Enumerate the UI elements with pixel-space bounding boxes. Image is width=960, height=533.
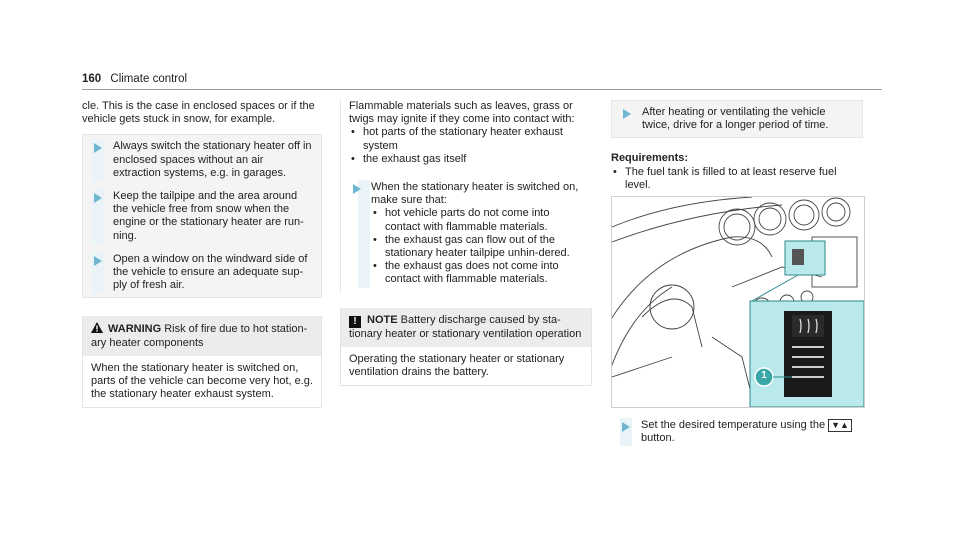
requirement-item: • The fuel tank is filled to at least reserve fuel level.: [611, 166, 863, 192]
flammable-intro: Flammable materials such as leaves, grass or twigs may ignite if they come into contact with:: [349, 100, 575, 126]
step-text: Keep the tailpipe and the area around the vehicle free from snow when the engine or the stationary heater are run-ning.: [113, 190, 304, 242]
arrow-icon: [623, 109, 631, 119]
note-title: Battery discharge caused by sta-tionary heater or stationary ventilation operation: [349, 313, 582, 340]
warning-body: [83, 356, 321, 408]
sub-bullet: • the exhaust gas can flow out of the stationary heater tailpipe unhin-dered.: [371, 234, 584, 260]
column-3: [611, 100, 863, 192]
column-1: [82, 100, 322, 408]
temperature-down-up-icon: ▼▲: [828, 419, 852, 432]
page-header: [82, 73, 187, 85]
step-item: [611, 100, 863, 138]
page-number: 160: [82, 73, 102, 85]
warning-label: WARNING: [108, 323, 162, 336]
note-body: [341, 347, 591, 385]
warning-header: [83, 316, 321, 355]
note-header: [341, 308, 591, 347]
step-text: After heating or ventilating the vehicle twice, drive for a longer period of time.: [642, 106, 829, 132]
step-item: [83, 135, 321, 185]
warning-triangle-icon: [91, 322, 103, 333]
intro-text: cle. This is the case in enclosed spaces or if the vehicle gets stuck in snow, for example.: [82, 100, 315, 126]
arrow-icon: [94, 193, 102, 203]
note-text: Operating the stationary heater or stationary ventilation drains the battery.: [349, 352, 565, 379]
step-text: When the stationary heater is switched on, make sure that:: [371, 181, 579, 207]
continued-box: [340, 100, 592, 292]
sub-bullet: • the exhaust gas does not come into contact with flammable materials.: [371, 260, 584, 286]
column-2: [340, 100, 592, 386]
arrow-icon: [353, 184, 361, 194]
arrow-icon: [94, 256, 102, 266]
sub-bullet: • hot vehicle parts do not come into contact with flammable materials.: [371, 207, 584, 233]
arrow-icon: [622, 422, 630, 432]
climate-panel-illustration: [611, 196, 865, 408]
callout-number-1: 1: [761, 370, 767, 381]
arrow-icon: [94, 143, 102, 153]
step-text: Always switch the stationary heater off in enclosed spaces without an air extraction systems, e.g. in garages.: [113, 140, 312, 179]
step-text: Set the desired temperature using the: [641, 419, 826, 431]
bullet-item: • the exhaust gas itself: [349, 153, 592, 166]
warning-text: When the stationary heater is switched on, parts of the vehicle can become very hot, e.g. the stationary heater exhaust system.: [91, 361, 313, 401]
final-step: [611, 414, 863, 450]
header-rule: [82, 89, 882, 90]
steps-box: [82, 134, 322, 298]
note-box: [340, 308, 592, 387]
step-text-end: button.: [641, 432, 675, 445]
section-title: Climate control: [110, 73, 188, 85]
warning-box: [82, 316, 322, 408]
step-item: [611, 414, 863, 450]
requirements-label: Requirements:: [611, 152, 689, 165]
step-item: [83, 185, 321, 248]
step-item: [83, 248, 321, 298]
warning-title: Risk of fire due to hot station-ary heater components: [91, 323, 308, 349]
step-text: Open a window on the windward side of the vehicle to ensure an adequate sup-ply of fresh air.: [113, 252, 308, 292]
step-item: [349, 176, 592, 292]
note-label: NOTE: [367, 313, 398, 326]
note-exclamation-icon: !: [349, 316, 361, 328]
bullet-item: • hot parts of the stationary heater exhaust system: [349, 126, 592, 152]
